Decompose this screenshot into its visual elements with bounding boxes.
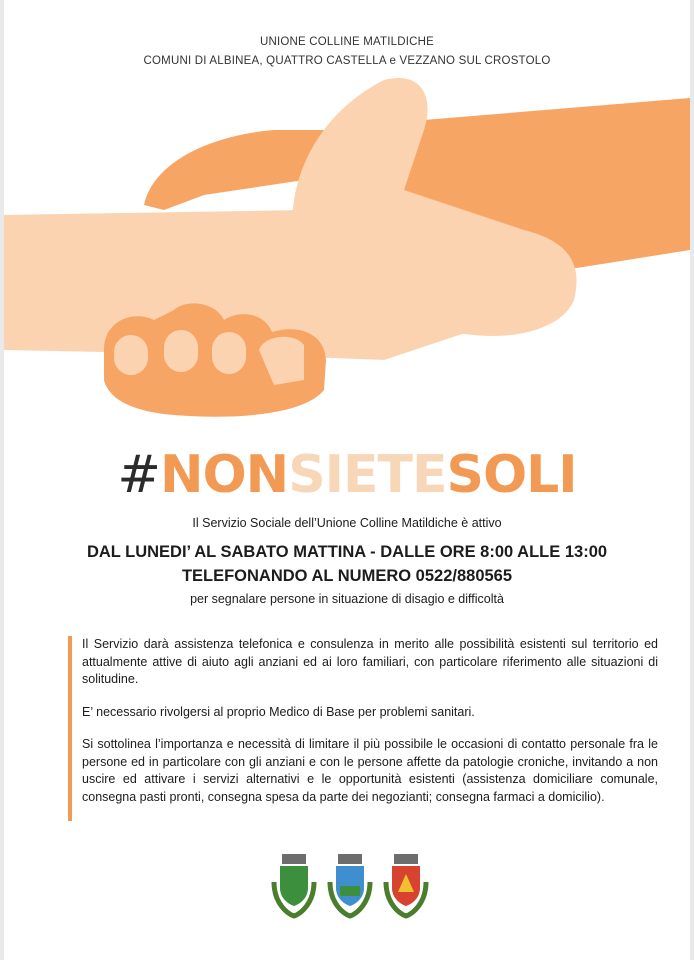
header-union-name: UNIONE COLLINE MATILDICHE — [259, 36, 435, 48]
crest-vezzano-icon — [386, 854, 426, 916]
hashtag-soli: SOLI — [446, 445, 577, 505]
service-hours: DAL LUNEDI’ AL SABATO MATTINA - DALLE ORE 8:00 ALLE 13:00 TELEFONANDO AL NUMERO 0522/880565 — [86, 543, 608, 585]
crest-quattro-castella-icon — [330, 854, 370, 916]
finger-nail-2 — [164, 330, 198, 372]
header-municipalities: COMUNI DI ALBINEA, QUATTRO CASTELLA e VEZZANO SUL CROSTOLO — [143, 55, 551, 67]
finger-nail-3 — [212, 332, 246, 374]
hashtag-symbol: # — [117, 445, 160, 505]
body-text — [68, 636, 658, 821]
service-purpose: per segnalare persone in situazione di disagio e difficoltà — [190, 592, 504, 606]
crest-albinea-icon — [274, 854, 314, 916]
paragraph: E’ necessario rivolgersi al proprio Medico di Base per problemi sanitari. — [82, 704, 475, 719]
hashtag-non: NON — [159, 445, 289, 505]
municipal-crests — [270, 852, 430, 922]
poster-page — [4, 0, 690, 960]
hashtag-title — [4, 440, 690, 510]
handshake-illustration — [4, 60, 690, 440]
hashtag-siete: SIETE — [288, 445, 447, 505]
finger-nail-1 — [114, 335, 148, 375]
paragraph: Il Servizio darà assistenza telefonica e consulenza in merito alle possibilità esistenti sul territorio ed attualmente attive di aiuto agli anziani ed ai loro familiari, con particolare riferimento alle situazioni di solitudine. — [82, 637, 658, 686]
paragraph: Si sottolinea l’importanza e necessità di limitare il più possibile le occasioni di contatto personale fra le persone ed in particolare con gli anziani e con le persone affette da patologie croniche, invitando a non uscire ed attivare i servizi alternativi e le opportunità esistenti (assistenza domiciliare comunale, consegna pasti pronti, consegna spesa da parte dei negozianti; consegna farmaci a domicilio). — [82, 737, 658, 804]
service-intro: Il Servizio Sociale dell’Unione Colline Matildiche è attivo — [192, 516, 502, 530]
